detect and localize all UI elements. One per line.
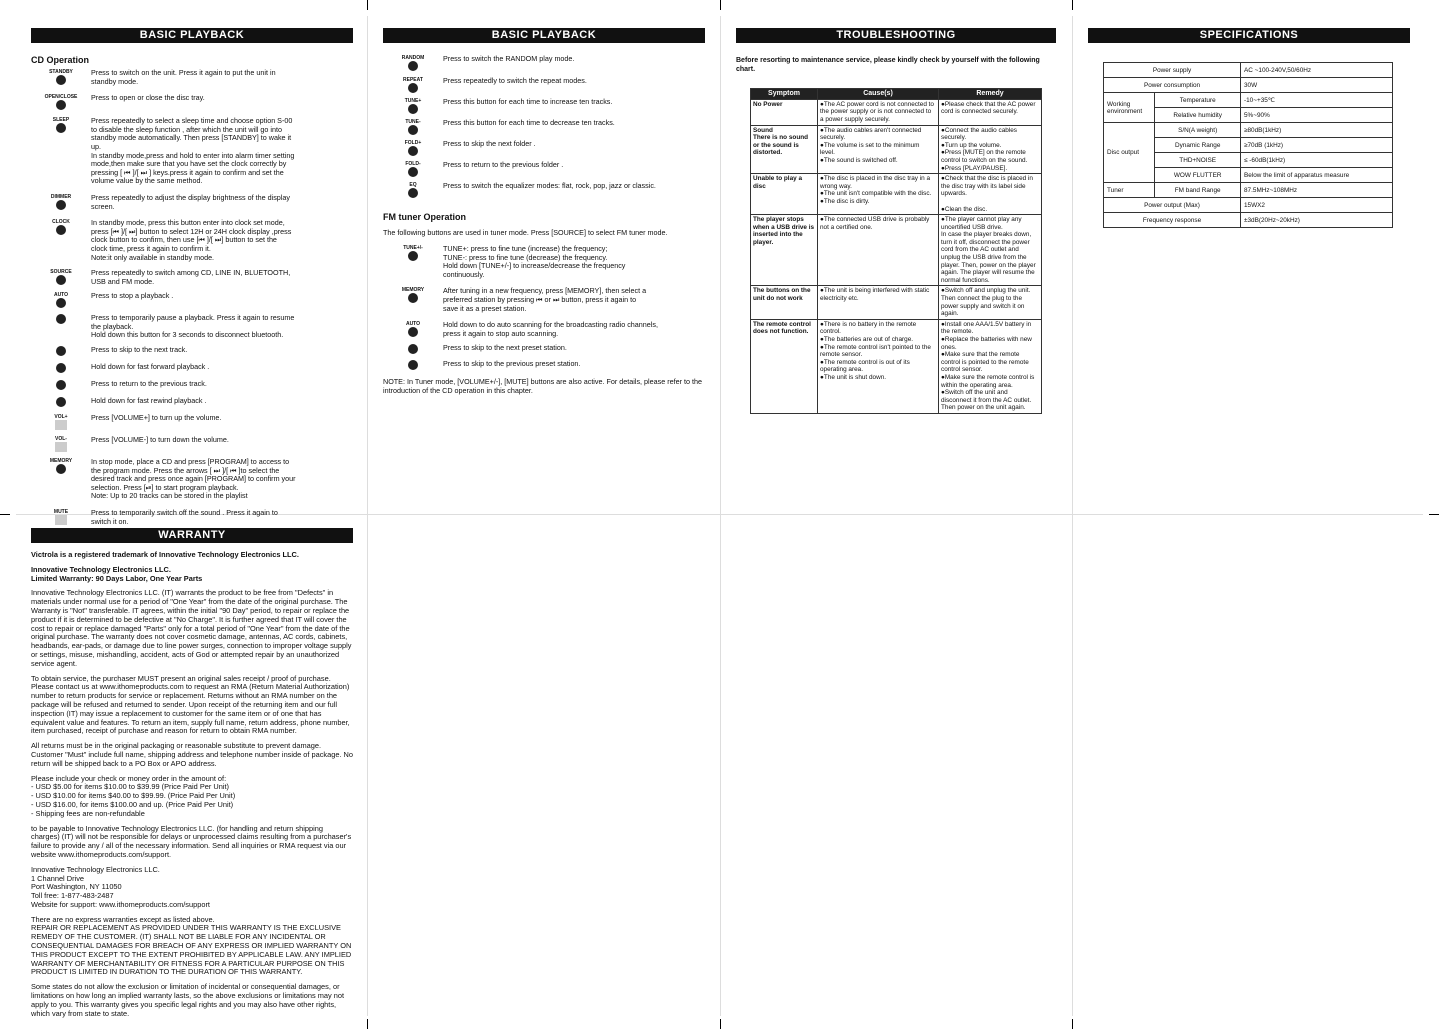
button-description: Press repeatedly to adjust the display brightness of the display screen. [91,192,290,211]
button-row [31,414,353,430]
panel-warranty [31,528,353,1024]
button-row [31,458,353,501]
cell-remedy: ●The player cannot play any uncertified USB drive. In case the player breaks down, turn it off, disconnect the power cord from the AC outlet and unplug the USB drive from the player. Then, power on the player again. The player will resume the normal functions. [939,215,1042,286]
button-icon-cell [383,161,443,177]
button-label: TUNE+ [404,98,422,104]
cell-symptom: Unable to play a disc [751,174,818,215]
section-header: TROUBLESHOOTING [736,28,1056,43]
remote-button-icon [56,363,66,373]
button-description: TUNE+: press to fine tune (increase) the frequency; TUNE-: press to fine tune (decrease) the frequency. Hold down [TUNE+/-] to increase/decrease the frequency continuously. [443,244,626,279]
remote-button-icon [408,327,418,337]
button-icon-cell [31,69,91,86]
troubleshooting-intro: Before resorting to maintenance service, please kindly check by yourself with the following chart. [736,57,1040,73]
remote-button-icon [408,293,418,303]
remote-button-icon [408,83,418,93]
remote-button-icon [408,146,418,156]
button-row [31,117,353,186]
button-description: Hold down for fast forward playback . [91,362,210,372]
button-icon-cell [383,182,443,198]
section-title: CD Operation [31,55,90,65]
button-description: In stop mode, place a CD and press [PROGRAM] to access to the program mode. Press the arrows [ ⏭ ]/[ ⏮ ]to select the desired track and press once again [PROGRAM] to confirm your selection. Press [⏯] to start program playback. Note: Up to 20 tracks can be stored in the playlist [91,457,296,501]
remote-button-icon [408,251,418,261]
warranty-paragraph: Innovative Technology Electronics LLC. Limited Warranty: 90 Days Labor, One Year Parts [31,564,203,583]
button-list [383,55,705,198]
cell-remedy: ●Check that the disc is placed in the disc tray with its label side upwards. ●Clean the disc. [939,174,1042,215]
warranty-paragraph: Victrola is a registered trademark of Innovative Technology Electronics LLC. [31,550,299,559]
button-description: Press [VOLUME+] to turn up the volume. [91,413,222,423]
table-row [751,125,1042,174]
button-row [31,436,353,452]
cell-cause: ●The AC power cord is not connected to the power supply or is not connected to a power supply securely. [818,99,939,125]
button-description: Press to switch the RANDOM play mode. [443,54,575,63]
spec-name: THD+NOISE [1155,153,1241,168]
button-label: FOLD- [405,161,421,167]
button-icon-cell [31,314,91,340]
button-row [31,314,353,340]
button-row [31,346,353,356]
spec-row [1104,183,1393,198]
button-icon-cell [31,94,91,110]
spec-value: -10~+35℃ [1241,93,1393,108]
button-row [31,397,353,407]
button-row [383,55,705,71]
remote-button-icon [55,420,67,430]
button-list [31,69,353,526]
spec-table [1103,62,1393,228]
remote-button-icon [56,123,66,133]
button-icon-cell [383,344,443,354]
button-label: TUNE- [405,119,421,125]
button-description: Press to open or close the disc tray. [91,93,205,103]
cell-remedy: ●Install one AAA/1.5V battery in the remote. ●Replace the batteries with new ones. ●Make sure that the remote control is pointed to the remote control sensor. ●Make sure the remote control is within the operating area. ●Switch off the unit and disconnect it from the AC outlet. Then power on the unit again. [939,319,1042,413]
spec-value: 15WX2 [1241,198,1393,213]
spec-name: WOW FLUTTER [1155,168,1241,183]
warranty-paragraph: There are no express warranties except as listed above. REPAIR OR REPLACEMENT AS PROVIDED UNDER THIS WARRANTY IS THE EXCLUSIVE REMEDY OF THE CUSTOMER. (IT) SHALL NOT BE LIABLE FOR ANY INCIDENTAL OR CONSEQUENTIAL DAMAGES FOR BREACH OF ANY EXPRESS OR IMPLIED WARRANTY ON THIS PRODUCT EXCEPT TO THE EXTENT PROHIBITED BY APPLICABLE LAW. ANY IMPLIED WARRANTY OF MERCHANTABILITY OR FITNESS FOR A PARTICULAR PURPOSE ON THIS PRODUCT IS LIMITED IN DURATION TO THE DURATION OF THIS WARRANTY. [31,914,352,977]
cell-cause: ●The disc is placed in the disc tray in a wrong way. ●The unit isn't compatible with the disc. ●The disc is dirty. [818,174,939,215]
button-description: Press to switch the equalizer modes: flat, rock, pop, jazz or classic. [443,181,656,190]
crop-mark [1072,1019,1073,1029]
button-row [31,194,353,211]
spec-name: Temperature [1155,93,1241,108]
button-icon-cell [383,119,443,135]
button-row [383,344,705,354]
button-label: MUTE [53,509,69,516]
button-row [31,509,353,526]
fm-intro: The following buttons are used in tuner mode. Press [SOURCE] to select FM tuner mode. [383,228,668,237]
remote-button-icon [55,515,67,525]
button-row [31,94,353,110]
remote-button-icon [56,275,66,285]
button-icon-cell [31,269,91,286]
warranty-paragraph: Please include your check or money order in the amount of: - USD $5.00 for items $10.00 to $39.99 (Price Paid Per Unit) - USD $10.00 for items $40.00 to $99.99. (Price Paid Per Unit) - USD $16.00, for items $100.00 and up. (Price Paid Per Unit) - Shipping fees are non-refundable [31,773,236,818]
button-row [383,360,705,370]
warranty-paragraph: All returns must be in the original packaging or reasonable substitute to prevent damage. Customer "Must" include full name, shipping address and telephone number inside of package. No return will be shipped back to a PO Box or APO address. [31,741,353,768]
remote-button-icon [56,100,66,110]
button-label: MEMORY [49,458,73,465]
crop-mark [720,0,721,10]
table-row [751,174,1042,215]
fold-line [1072,16,1073,1016]
remote-button-icon [56,380,66,390]
cell-cause: ●The audio cables aren't connected securely. ●The volume is set to the minimum level. ●The sound is switched off. [818,125,939,174]
button-row [31,69,353,86]
cell-remedy: ●Connect the audio cables securely. ●Turn up the volume. ●Press [MUTE] on the remote control to switch on the sound. ●Press [PLAY/PAUSE]. [939,125,1042,174]
remote-button-icon [56,397,66,407]
section-header: BASIC PLAYBACK [383,28,705,43]
spec-group: Working environment [1104,93,1155,123]
button-row [31,380,353,390]
remote-button-icon [56,346,66,356]
button-row [383,98,705,114]
spec-value: ≤ -60dB(1kHz) [1241,153,1393,168]
button-label: FOLD+ [404,140,422,146]
crop-mark [367,0,368,10]
button-description: Press this button for each time to decrease ten tracks. [443,118,615,127]
spec-group: Tuner [1104,183,1155,198]
remote-button-icon [408,167,418,177]
button-icon-cell [31,363,91,373]
button-description: Press to temporarily pause a playback. Press it again to resume the playback. Hold down this button for 3 seconds to disconnect bluetooth. [91,313,295,340]
cell-cause: ●The unit is being interfered with static electricity etc. [818,286,939,319]
warranty-paragraph: Some states do not allow the exclusion or limitation of incidental or consequential damages, or limitations on how long an implied warranty lasts, so the above exclusions or limitations may not apply to you. This warranty gives you specific legal rights and you may also have other rights, which vary from state to state. [31,982,345,1018]
crop-mark [0,514,10,515]
tuner-note: NOTE: In Tuner mode, [VOLUME+/-], [MUTE] buttons are also active. For details, please refer to the introduction of the CD operation in this chapter. [383,377,702,395]
cell-symptom: Sound There is no sound or the sound is distorted. [751,125,818,174]
spec-name: S/N(A weight) [1155,123,1241,138]
button-label: MEMORY [401,287,425,294]
button-description: Hold down to do auto scanning for the broadcasting radio channels, press it again to stop auto scanning. [443,320,658,338]
button-description: After tuning in a new frequency, press [MEMORY], then select a preferred station by pressing ⏮ or ⏭ button, press it again to save it as a preset station. [443,286,647,313]
cell-symptom: The remote control does not function. [751,319,818,413]
button-label: REPEAT [403,77,423,83]
button-description: Press to temporarily switch off the sound . Press it again to switch it on. [91,508,278,526]
cell-cause: ●The connected USB drive is probably not a certified one. [818,215,939,286]
button-label: AUTO [405,321,421,328]
button-row [383,140,705,156]
spec-value: 87.5MHz~108MHz [1241,183,1393,198]
warranty-paragraph: Innovative Technology Electronics LLC. 1 Channel Drive Port Washington, NY 11050 Toll free: 1-877-483-2487 Website for support: www.ithomeproducts.com/support [31,864,210,909]
spec-name: Power output (Max) [1104,198,1241,213]
spec-row [1104,213,1393,228]
button-description: Press repeatedly to switch among CD, LINE IN, BLUETOOTH, USB and FM mode. [91,268,291,286]
button-description: Hold down for fast rewind playback . [91,396,207,406]
section-header: SPECIFICATIONS [1088,28,1410,43]
button-icon-cell [383,98,443,114]
remote-button-icon [56,75,66,85]
button-description: Press this button for each time to increase ten tracks. [443,97,613,106]
cell-symptom: No Power [751,99,818,125]
warranty-text [31,551,353,1018]
button-label: CLOCK [52,219,70,226]
button-icon-cell [383,77,443,93]
spec-name: FM band Range [1155,183,1241,198]
button-label: SOURCE [50,269,72,276]
spec-row [1104,198,1393,213]
button-icon-cell [383,245,443,279]
button-row [383,119,705,135]
cell-symptom: The buttons on the unit do not work [751,286,818,319]
remote-button-icon [56,464,66,474]
spec-name: Power supply [1104,63,1241,78]
spec-row [1104,78,1393,93]
cell-cause: ●There is no battery in the remote control. ●The batteries are out of charge. ●The remote control isn't pointed to the remote sensor. ●The remote control is out of its operating area. ●The unit is shut down. [818,319,939,413]
button-description: Press to switch on the unit. Press it again to put the unit in standby mode. [91,68,276,86]
button-description: Press to return to the previous track. [91,379,207,389]
button-icon-cell [31,458,91,501]
button-icon-cell [31,397,91,407]
remote-button-icon [408,104,418,114]
button-description: Press to return to the previous folder . [443,160,564,169]
cell-symptom: The player stops when a USB drive is inserted into the player. [751,215,818,286]
button-row [31,219,353,262]
spec-value: AC ~100-240V,50/60Hz [1241,63,1393,78]
spec-value: ≥80dB(1kHz) [1241,123,1393,138]
button-icon-cell [383,321,443,338]
remote-button-icon [56,298,66,308]
button-label: VOL+ [54,414,68,421]
button-icon-cell [31,292,91,308]
remote-button-icon [55,442,67,452]
section-header: BASIC PLAYBACK [31,28,353,43]
button-row [383,287,705,313]
button-label: EQ [409,182,417,188]
button-row [383,77,705,93]
fm-button-list [383,245,705,370]
fold-line [367,16,368,1016]
spec-value: 5%~90% [1241,108,1393,123]
button-icon-cell [31,194,91,211]
panel-cd-operation [31,28,353,526]
col-remedy: Remedy [939,89,1042,100]
spec-value: ≥70dB (1kHz) [1241,138,1393,153]
spec-name: Frequency response [1104,213,1241,228]
button-icon-cell [383,360,443,370]
button-icon-cell [31,346,91,356]
button-description: Press to stop a playback . [91,291,174,301]
remote-button-icon [408,61,418,71]
col-symptom: Symptom [751,89,818,100]
col-cause: Cause(s) [818,89,939,100]
button-label: AUTO [53,292,69,299]
spec-group: Disc output [1104,123,1155,183]
table-row [751,319,1042,413]
button-icon-cell [31,380,91,390]
button-icon-cell [31,219,91,262]
button-row [31,363,353,373]
cell-remedy: ●Switch off and unplug the unit. Then connect the plug to the power supply and switch it on again. [939,286,1042,319]
remote-button-icon [56,200,66,210]
remote-button-icon [56,225,66,235]
spec-row [1104,93,1393,108]
spec-value: Below the limit of apparatus measure [1241,168,1393,183]
remote-button-icon [56,314,66,324]
remote-button-icon [408,344,418,354]
button-label: STANDBY [49,69,73,75]
table-row [751,215,1042,286]
button-description: Press [VOLUME-] to turn down the volume. [91,435,229,445]
button-description: Press to skip to the next preset station. [443,343,567,353]
button-description: Press repeatedly to switch the repeat modes. [443,76,587,85]
button-label: DIMMER [50,193,72,200]
panel-troubleshooting [736,28,1056,414]
crop-mark [1429,514,1439,515]
button-icon-cell [31,117,91,186]
button-icon-cell [31,509,91,526]
troubleshooting-table [750,88,1042,414]
button-row [31,269,353,286]
button-label: TUNE+/- [403,245,423,251]
warranty-paragraph: Innovative Technology Electronics LLC. (IT) warrants the product to be free from "Defects" in materials under normal use for a period of "One Year" from the date of the original purchase. The Warranty is "Not" transferable. IT agrees, within the initial "90 Day" period, to repair or replace the product if it is determined to be defective at "No Charge". It is further agreed that IT will cover the cost to repair or replace damaged "Parts" only for a total period of "One Year" from the date of the original purchase. The warranty does not cover cosmetic damage, antennas, AC cords, cabinets, headbands, ear-pads, or damage due to line power surges, connection to improper voltage supply or settings, misuse, mishandling, accident, acts of God or attempted repair by an unauthorized service agent. [31,588,352,668]
button-icon-cell [383,55,443,71]
crop-mark [367,1019,368,1029]
warranty-paragraph: to be payable to Innovative Technology Electronics LLC. (for handling and return shipping charges) (IT) will not be responsible for delays or unprocessed claims resulting from a purchaser's failure to provide any / all of the necessary information. Send all inquiries or RMA request via our website www.ithomeproducts.com/support. [31,823,352,859]
panel-basic-playback-fm [383,28,705,396]
button-row [31,292,353,308]
button-description: Press to skip the next folder . [443,139,536,148]
cell-remedy: ●Please check that the AC power cord is connected securely. [939,99,1042,125]
button-row [383,182,705,198]
spec-name: Dynamic Range [1155,138,1241,153]
button-label: VOL- [55,436,67,443]
button-description: Press repeatedly to select a sleep time and choose option S-00 to disable the sleep function , after which the unit will go into standby mode automatically. Then press [STANDBY] to wake it up. In standby mode,press and hold to enter into alarm timer setting mode,then make sure that you have set the clock correctly by pressing [ ⏮ ]/[ ⏭ ] keys.press it again to confirm and set the volume value by the same method. [91,116,295,186]
button-label: RANDOM [401,55,425,61]
crop-mark [720,1019,721,1029]
warranty-paragraph: To obtain service, the purchaser MUST present an original sales receipt / proof of purchase. Please contact us at www.ithomeproducts.com to request an RMA (Return Material Authorization) number to return products for service or replacement. Returns without an RMA number on the package will be refused and returned to sender. Upon receipt of the returning item and our full inspection (IT) may issue a replacement to customer for the same item or of one that has equivalent value and features. To return an item, supply full name, return address, phone number, item purchased, receipt of purchase and reason for return to obtain RMA number. [31,673,350,736]
button-row [383,321,705,338]
button-description: Press to skip to the next track. [91,345,188,355]
table-row [751,286,1042,319]
button-label: OPEN/CLOSE [44,94,78,101]
remote-button-icon [408,188,418,198]
button-description: In standby mode, press this button enter into clock set mode, press [⏮ ]/[ ⏭] button to select 12H or 24H clock display ,press clock button to confirm, then use [⏮ ]/[ ⏭] button to set the clock time, press it again to confirm it. Note:it only available in standby mode. [91,218,292,262]
spec-value: 30W [1241,78,1393,93]
button-icon-cell [383,140,443,156]
table-row [751,99,1042,125]
panel-specifications [1088,28,1410,228]
spec-name: Power consumption [1104,78,1241,93]
spec-row [1104,63,1393,78]
fm-title: FM tuner Operation [383,212,466,222]
button-description: Press to skip to the previous preset station. [443,359,581,369]
button-row [383,161,705,177]
button-row [383,245,705,279]
button-icon-cell [31,436,91,452]
button-icon-cell [383,287,443,313]
section-header: WARRANTY [31,528,353,543]
spec-row [1104,123,1393,138]
spec-name: Relative humidity [1155,108,1241,123]
remote-button-icon [408,360,418,370]
button-icon-cell [31,414,91,430]
crop-mark [1072,0,1073,10]
remote-button-icon [408,125,418,135]
button-label: SLEEP [52,117,70,124]
spec-value: ±3dB(20Hz~20kHz) [1241,213,1393,228]
fold-line [720,16,721,1016]
